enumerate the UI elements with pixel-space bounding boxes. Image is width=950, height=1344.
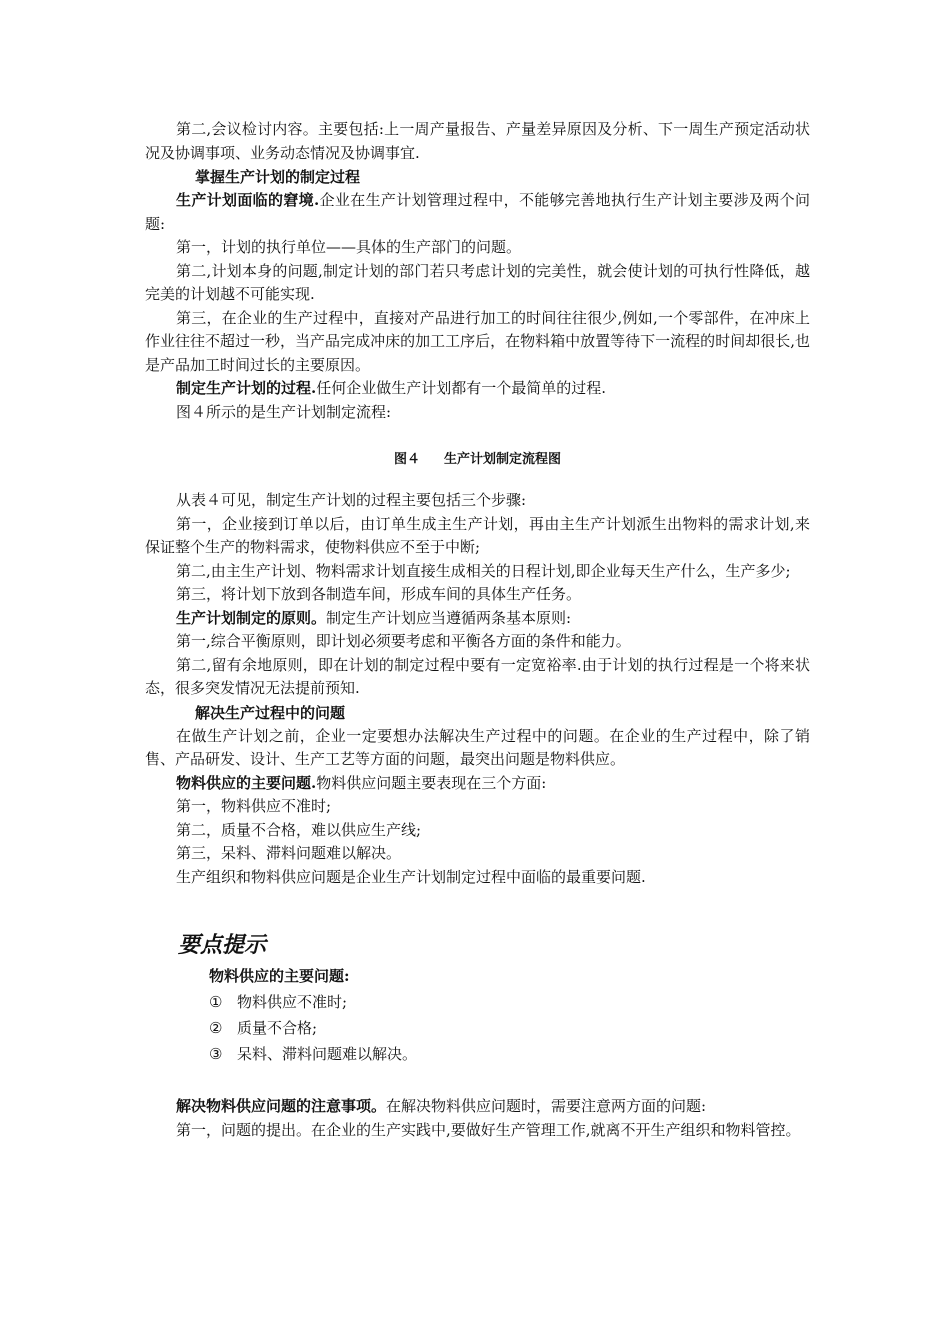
dilemma-text: 企业在生产计划管理过程中，不能够完善地执行生产计划主要涉及两个问题: bbox=[145, 191, 810, 233]
supply-item-2: 第二，质量不合格，难以供应生产线; bbox=[176, 820, 422, 839]
figure-title: 生产计划制定流程图 bbox=[444, 452, 562, 467]
figure-caption bbox=[145, 450, 810, 470]
supply-item-3: 第三，呆料、滞料问题难以解决。 bbox=[176, 844, 402, 862]
supply-text: 物料供应问题主要表现在三个方面: bbox=[316, 773, 547, 792]
paragraph-point-3: 第三，在企业的生产过程中，直接对产品进行加工的时间往往很少,例如,一个零部件，在冲床上作业往往不超过一秒，当产品完成冲床的加工工序后，在物料箱中放置等待下一流程的时间却很长,也是产品加工时间过长的主要原因。 bbox=[145, 308, 810, 374]
section-heading-solve-problems: 解决生产过程中的问题 bbox=[195, 703, 346, 722]
step-1-paragraph: 第一，企业接到订单以后，由订单生成主生产计划，再由主生产计划派生出物料的需求计划,来保证整个生产的物料需求，使物料供应不至于中断; bbox=[145, 514, 810, 556]
tips-item-1 bbox=[209, 989, 810, 1015]
tips-item-2-text: 质量不合格; bbox=[237, 1019, 318, 1037]
tips-item-3-mark: ③ bbox=[209, 1045, 223, 1063]
tips-box bbox=[145, 963, 810, 1067]
process-lead: 制定生产计划的过程. bbox=[176, 379, 317, 397]
principle-text: 制定生产计划应当遵循两条基本原则: bbox=[326, 608, 572, 627]
tips-item-2-mark: ② bbox=[209, 1019, 223, 1037]
tips-heading: 要点提示 bbox=[178, 932, 267, 958]
steps-intro-paragraph: 从表４可见，制定生产计划的过程主要包括三个步骤: bbox=[176, 491, 527, 509]
tips-item-1-text: 物料供应不准时; bbox=[237, 993, 348, 1011]
principle-1-paragraph: 第一,综合平衡原则，即计划必须要考虑和平衡各方面的条件和能力。 bbox=[176, 632, 631, 650]
principle-lead: 生产计划制定的原则。 bbox=[176, 608, 327, 627]
principle-paragraph bbox=[145, 607, 810, 631]
paragraph-point-1: 第一，计划的执行单位——具体的生产部门的问题。 bbox=[176, 238, 522, 256]
principle-2-paragraph: 第二,留有余地原则，即在计划的制定过程中要有一定宽裕率.由于计划的执行过程是一个将来状态，很多突发情况无法提前预知. bbox=[145, 655, 810, 697]
supply-lead: 物料供应的主要问题. bbox=[176, 773, 317, 792]
tips-item-2 bbox=[209, 1015, 810, 1041]
supply-summary: 生产组织和物料供应问题是企业生产计划制定过程中面临的最重要问题. bbox=[176, 867, 646, 886]
dilemma-lead: 生产计划面临的窘境. bbox=[176, 191, 320, 209]
dilemma-paragraph bbox=[145, 189, 810, 236]
document-page bbox=[145, 118, 810, 1142]
step-2-paragraph: 第二,由主生产计划、物料需求计划直接生成相关的日程计划,即企业每天生产什么，生产多少; bbox=[176, 561, 791, 580]
paragraph-point-2: 第二,计划本身的问题,制定计划的部门若只考虑计划的完美性，就会使计划的可执行性降低，越完美的计划越不可能实现. bbox=[145, 261, 810, 303]
meeting-review-paragraph: 第二,会议检讨内容。主要包括:上一周产量报告、产量差异原因及分析、下一周生产预定活动状况及协调事项、业务动态情况及协调事宜. bbox=[145, 120, 810, 162]
process-text: 任何企业做生产计划都有一个最简单的过程. bbox=[316, 379, 607, 397]
problems-intro-paragraph: 在做生产计划之前，企业一定要想办法解决生产过程中的问题。在企业的生产过程中，除了销售、产品研发、设计、生产工艺等方面的问题，最突出问题是物料供应。 bbox=[145, 726, 810, 768]
tips-item-3-text: 呆料、滞料问题难以解决。 bbox=[237, 1045, 418, 1063]
notes-paragraph bbox=[145, 1095, 810, 1119]
tips-title: 物料供应的主要问题: bbox=[209, 967, 350, 985]
supply-paragraph bbox=[145, 772, 810, 796]
figure-intro-paragraph: 图４所示的是生产计划制定流程: bbox=[176, 402, 392, 421]
tips-item-3 bbox=[209, 1041, 810, 1067]
process-paragraph bbox=[145, 377, 810, 401]
step-3-paragraph: 第三，将计划下放到各制造车间，形成车间的具体生产任务。 bbox=[176, 585, 582, 603]
section-heading-plan-process: 掌握生产计划的制定过程 bbox=[195, 168, 361, 186]
supply-item-1: 第一，物料供应不准时; bbox=[176, 797, 332, 815]
notes-text: 在解决物料供应问题时，需要注意两方面的问题: bbox=[386, 1097, 707, 1115]
notes-lead: 解决物料供应问题的注意事项。 bbox=[176, 1097, 387, 1115]
tips-item-1-mark: ① bbox=[209, 993, 223, 1011]
notes-point-1: 第一，问题的提出。在企业的生产实践中,要做好生产管理工作,就离不开生产组织和物料管控。 bbox=[176, 1120, 801, 1139]
figure-number: 图４ bbox=[393, 452, 420, 467]
spacer bbox=[145, 1067, 810, 1095]
